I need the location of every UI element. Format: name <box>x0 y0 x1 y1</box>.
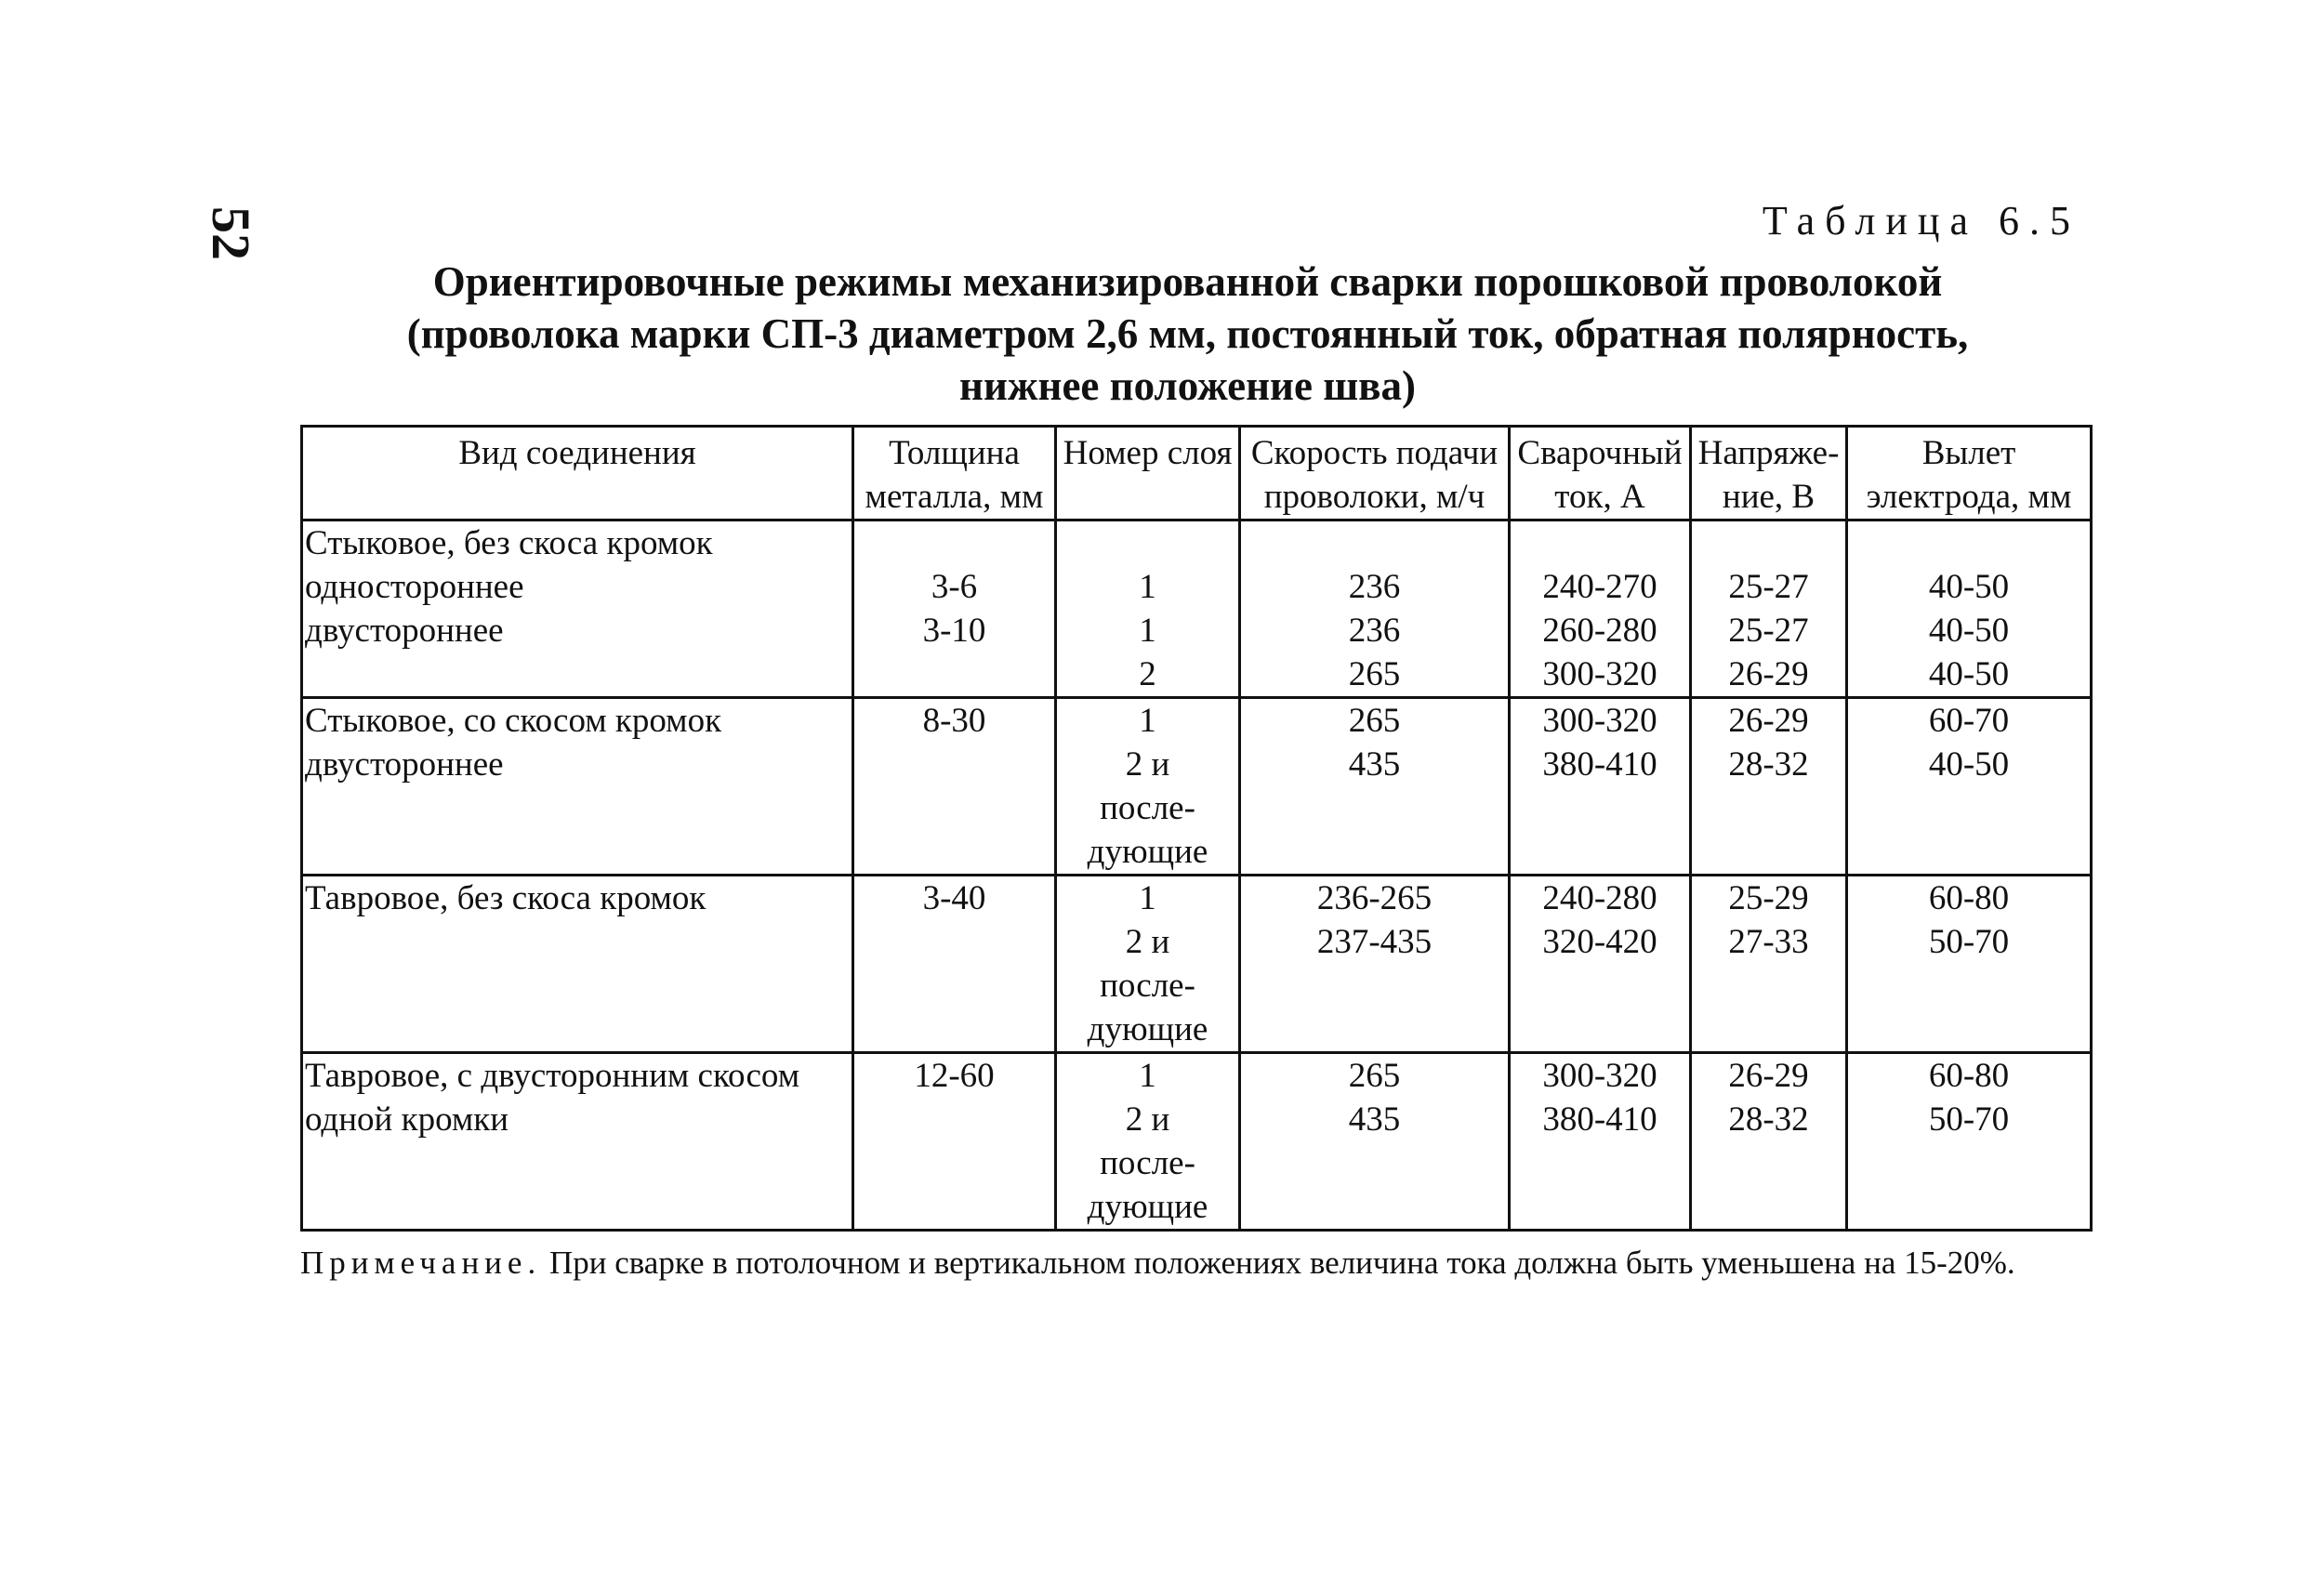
thickness-value <box>854 1141 1054 1185</box>
stickout-value: 50-70 <box>1928 923 2010 961</box>
layer-value: 1 <box>1139 1057 1156 1095</box>
current-value <box>1511 786 1689 830</box>
current-cell <box>1510 876 1691 1053</box>
stickout-cell <box>1847 876 2092 1053</box>
joint-type-cell <box>302 698 853 876</box>
table-row <box>302 698 2092 876</box>
joint-type-value <box>305 1008 852 1051</box>
header-stickout <box>1847 427 2092 520</box>
header-voltage <box>1691 427 1847 520</box>
current-cell <box>1510 1053 1691 1231</box>
layer-cell <box>1056 698 1240 876</box>
feed-speed-value: 265 <box>1348 655 1401 693</box>
table-title <box>297 256 2078 412</box>
feed-speed-value <box>1241 964 1508 1008</box>
current-value: 300-320 <box>1542 655 1657 693</box>
stickout-cell <box>1847 520 2092 698</box>
stickout-value <box>1848 1185 2090 1229</box>
stickout-value: 40-50 <box>1928 745 2010 784</box>
feed-speed-value: 265 <box>1348 702 1401 740</box>
header-feed-line-1: Скорость подачи <box>1250 434 1499 472</box>
feed-speed-cell <box>1240 520 1510 698</box>
layer-cell <box>1056 520 1240 698</box>
joint-type-value: двустороннее <box>305 612 504 650</box>
thickness-value <box>854 1185 1054 1229</box>
welding-regimes-table <box>300 425 2093 1232</box>
header-current <box>1510 427 1691 520</box>
current-value <box>1511 830 1689 874</box>
layer-value: после- <box>1100 967 1195 1005</box>
voltage-value: 28-32 <box>1728 1100 1809 1139</box>
voltage-value: 26-29 <box>1728 655 1809 693</box>
feed-speed-value: 236 <box>1348 612 1401 650</box>
feed-speed-value: 236-265 <box>1316 879 1433 917</box>
header-feed-line-2: проволоки, м/ч <box>1263 478 1486 516</box>
current-value: 240-270 <box>1542 568 1657 606</box>
stickout-cell <box>1847 698 2092 876</box>
voltage-value <box>1692 964 1845 1008</box>
thickness-value <box>854 830 1054 874</box>
feed-speed-value: 236 <box>1348 568 1401 606</box>
voltage-value <box>1692 521 1845 565</box>
thickness-value: 8-30 <box>922 702 986 740</box>
voltage-value <box>1692 830 1845 874</box>
joint-type-value: Стыковое, со скосом кромок <box>305 702 722 740</box>
joint-type-value: Тавровое, с двусторонним скосом <box>305 1057 800 1095</box>
current-value: 380-410 <box>1542 745 1657 784</box>
table-row <box>302 876 2092 1053</box>
layer-value: дующие <box>1087 1010 1208 1048</box>
header-voltage-line-2: ние, В <box>1722 478 1816 516</box>
title-line-1: Ориентировочные режимы механизированной сварки порошковой проволокой <box>432 258 1943 305</box>
thickness-value: 3-10 <box>922 612 986 650</box>
current-value <box>1511 964 1689 1008</box>
joint-type-value: одностороннее <box>305 568 524 606</box>
page-number: 52 <box>201 206 261 260</box>
joint-type-cell <box>302 876 853 1053</box>
feed-speed-value <box>1241 521 1508 565</box>
title-line-2: (проволока марки СП-3 диаметром 2,6 мм, постоянный ток, обратная полярность, <box>406 310 1969 357</box>
stickout-value: 60-70 <box>1928 702 2010 740</box>
feed-speed-value <box>1241 786 1508 830</box>
table-label: Таблица 6.5 <box>1762 198 2080 244</box>
stickout-value <box>1848 786 2090 830</box>
joint-type-value <box>305 652 852 696</box>
layer-value: дующие <box>1087 833 1208 871</box>
current-value: 300-320 <box>1542 702 1657 740</box>
layer-value: 1 <box>1139 568 1156 606</box>
header-joint-type-text: Вид соединения <box>458 434 696 472</box>
current-value <box>1511 1141 1689 1185</box>
feed-speed-value <box>1241 1185 1508 1229</box>
stickout-value: 50-70 <box>1928 1100 2010 1139</box>
thickness-value: 12-60 <box>914 1057 995 1095</box>
voltage-cell <box>1691 698 1847 876</box>
thickness-value <box>854 743 1054 786</box>
current-value: 300-320 <box>1542 1057 1657 1095</box>
current-value: 380-410 <box>1542 1100 1657 1139</box>
feed-speed-value <box>1241 830 1508 874</box>
layer-value: 2 и <box>1125 923 1170 961</box>
thickness-cell <box>853 698 1056 876</box>
header-feed-speed <box>1240 427 1510 520</box>
feed-speed-value <box>1241 1141 1508 1185</box>
layer-value: 2 и <box>1125 1100 1170 1139</box>
voltage-value <box>1692 1141 1845 1185</box>
stickout-value: 40-50 <box>1928 655 2010 693</box>
joint-type-value: одной кромки <box>305 1100 509 1139</box>
stickout-value: 60-80 <box>1928 879 2010 917</box>
current-cell <box>1510 698 1691 876</box>
voltage-value <box>1692 786 1845 830</box>
header-voltage-line-1: Напряже- <box>1697 434 1840 472</box>
current-value <box>1511 1008 1689 1051</box>
stickout-value: 40-50 <box>1928 568 2010 606</box>
voltage-value: 28-32 <box>1728 745 1809 784</box>
joint-type-value <box>305 964 852 1008</box>
stickout-value <box>1848 1008 2090 1051</box>
voltage-value: 25-27 <box>1728 568 1809 606</box>
thickness-value <box>854 1098 1054 1141</box>
current-value <box>1511 521 1689 565</box>
joint-type-value: двустороннее <box>305 745 504 784</box>
stickout-value <box>1848 830 2090 874</box>
stickout-value: 60-80 <box>1928 1057 2010 1095</box>
feed-speed-cell <box>1240 876 1510 1053</box>
thickness-value <box>854 1008 1054 1051</box>
thickness-value <box>854 920 1054 964</box>
feed-speed-value <box>1241 1008 1508 1051</box>
feed-speed-value: 435 <box>1348 1100 1401 1139</box>
feed-speed-value: 435 <box>1348 745 1401 784</box>
feed-speed-cell <box>1240 698 1510 876</box>
thickness-cell <box>853 1053 1056 1231</box>
table-row <box>302 520 2092 698</box>
header-current-line-2: ток, А <box>1554 478 1645 516</box>
thickness-value: 3-6 <box>931 568 978 606</box>
joint-type-value <box>305 1141 852 1185</box>
stickout-value <box>1848 521 2090 565</box>
layer-cell <box>1056 1053 1240 1231</box>
header-thickness <box>853 427 1056 520</box>
thickness-value <box>854 652 1054 696</box>
feed-speed-value: 237-435 <box>1316 923 1433 961</box>
voltage-value: 27-33 <box>1728 923 1809 961</box>
table-note <box>300 1241 2090 1285</box>
layer-value: 2 <box>1139 655 1156 693</box>
header-thickness-line-2: металла, мм <box>865 478 1044 516</box>
layer-cell <box>1056 876 1240 1053</box>
feed-speed-value: 265 <box>1348 1057 1401 1095</box>
header-joint-type <box>302 427 853 520</box>
header-row <box>302 427 2092 520</box>
thickness-value <box>854 521 1054 565</box>
voltage-value <box>1692 1008 1845 1051</box>
joint-type-value: Тавровое, без скоса кромок <box>305 879 706 917</box>
joint-type-cell <box>302 1053 853 1231</box>
thickness-cell <box>853 876 1056 1053</box>
stickout-value <box>1848 964 2090 1008</box>
title-line-3: нижнее положение шва) <box>959 362 1416 409</box>
stickout-value <box>1848 1141 2090 1185</box>
header-thickness-line-1: Толщина <box>889 434 1020 472</box>
voltage-value: 26-29 <box>1728 1057 1809 1095</box>
voltage-value: 26-29 <box>1728 702 1809 740</box>
layer-value: 1 <box>1139 702 1156 740</box>
layer-value: 1 <box>1139 612 1156 650</box>
layer-value: дующие <box>1087 1188 1208 1226</box>
feed-speed-cell <box>1240 1053 1510 1231</box>
voltage-cell <box>1691 1053 1847 1231</box>
joint-type-value <box>305 1185 852 1229</box>
layer-value <box>1057 521 1238 565</box>
header-stickout-line-2: электрода, мм <box>1866 478 2072 516</box>
voltage-cell <box>1691 520 1847 698</box>
header-current-line-1: Сварочный <box>1517 434 1683 472</box>
layer-value: 1 <box>1139 879 1156 917</box>
current-value <box>1511 1185 1689 1229</box>
stickout-cell <box>1847 1053 2092 1231</box>
thickness-value <box>854 786 1054 830</box>
joint-type-value: Стыковое, без скоса кромок <box>305 524 713 562</box>
table-body <box>302 520 2092 1231</box>
voltage-cell <box>1691 876 1847 1053</box>
note-label: Примечание. <box>300 1245 542 1281</box>
thickness-cell <box>853 520 1056 698</box>
thickness-value <box>854 964 1054 1008</box>
joint-type-value <box>305 830 852 874</box>
current-value: 260-280 <box>1542 612 1657 650</box>
table-row <box>302 1053 2092 1231</box>
layer-value: 2 и <box>1125 745 1170 784</box>
voltage-value: 25-27 <box>1728 612 1809 650</box>
note-text: При сварке в потолочном и вертикальном положениях величина тока должна быть уменьшена на 15-20%. <box>548 1245 2015 1281</box>
voltage-value <box>1692 1185 1845 1229</box>
joint-type-value <box>305 786 852 830</box>
header-layer-text: Номер слоя <box>1063 434 1233 472</box>
voltage-value: 25-29 <box>1728 879 1809 917</box>
stickout-value: 40-50 <box>1928 612 2010 650</box>
layer-value: после- <box>1100 1144 1195 1182</box>
layer-value: после- <box>1100 789 1195 827</box>
current-value: 320-420 <box>1542 923 1657 961</box>
joint-type-value <box>305 920 852 964</box>
current-value: 240-280 <box>1542 879 1657 917</box>
header-stickout-line-1: Вылет <box>1921 434 2016 472</box>
current-cell <box>1510 520 1691 698</box>
thickness-value: 3-40 <box>922 879 986 917</box>
joint-type-cell <box>302 520 853 698</box>
header-layer <box>1056 427 1240 520</box>
